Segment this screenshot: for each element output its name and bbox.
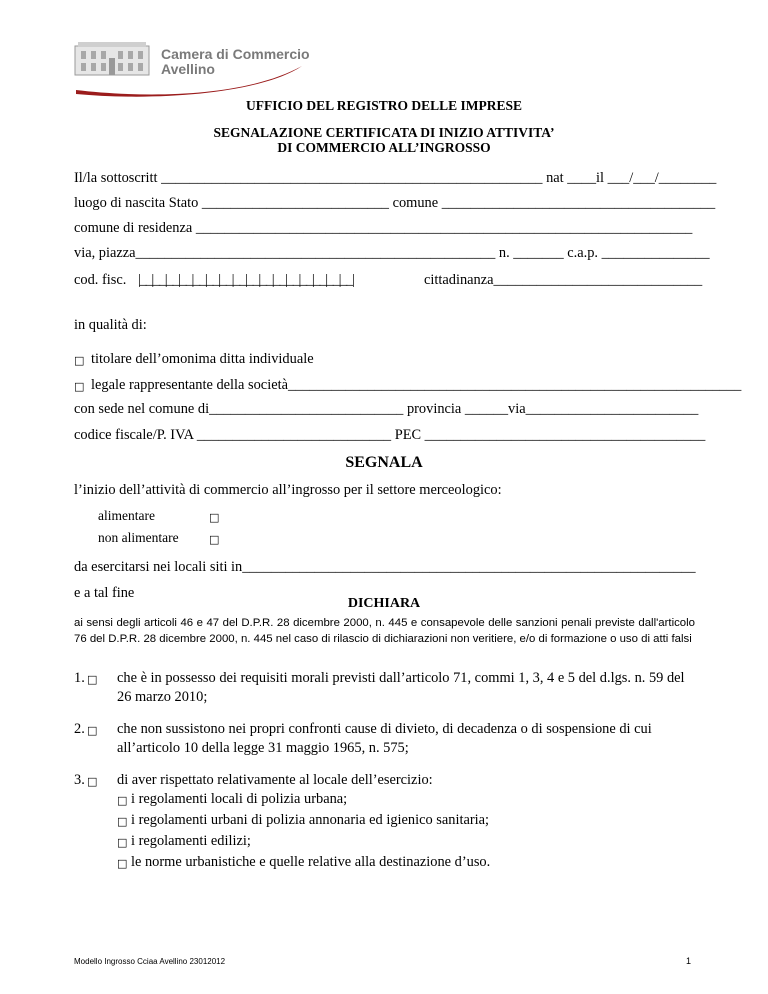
form-title-line2: DI COMMERCIO ALL’INGROSSO: [277, 140, 491, 155]
food-option-label: alimentare: [98, 508, 155, 523]
dichiara-heading: DICHIARA: [347, 596, 421, 611]
line-address: via, piazza__________________________________________________ n. _______ c.a.p. _______________: [74, 245, 710, 261]
logo-text-line1: Camera di Commercio: [161, 46, 310, 62]
office-heading: UFFICIO DEL REGISTRO DELLE IMPRESE: [245, 98, 523, 113]
form-title-line1: SEGNALAZIONE CERTIFICATA DI INIZIO ATTIVITA’: [213, 125, 555, 140]
sub3-checkbox: □: [117, 836, 128, 849]
sub3-text: i regolamenti edilizi;: [131, 833, 251, 849]
sub2-checkbox: □: [117, 815, 128, 828]
item2-text-line1: che non sussistono nei propri confronti cause di divieto, di decadenza o di sospensione di cui: [117, 721, 652, 737]
item1-text-line2: 26 marzo 2010;: [117, 689, 208, 705]
line-signatory: Il/la sottoscritt _____________________________________________________ nat ____il ___/___/________: [74, 170, 717, 186]
legal-rep-checkbox: □: [74, 380, 85, 393]
line-birthplace: luogo di nascita Stato __________________________ comune ______________________________________: [74, 195, 716, 211]
logo-swoosh-icon: [74, 64, 306, 100]
legal-rep-option-label: legale rappresentante della società_______________________________________________________________: [91, 377, 742, 393]
item3-text-line1: di aver rispettato relativamente al locale dell’esercizio:: [117, 772, 433, 788]
owner-checkbox: □: [74, 354, 85, 367]
purpose-text: e a tal fine: [74, 585, 135, 601]
nonfood-option-label: non alimentare: [98, 530, 179, 545]
footer-model-label: Modello Ingrosso Cciaa Avellino 23012012: [74, 957, 226, 966]
fiscal-code-label: cod. fisc.: [74, 272, 127, 288]
food-checkbox: □: [209, 511, 220, 524]
item2-number: 2.: [74, 721, 85, 737]
line-tax-code: codice fiscale/P. IVA ___________________________ PEC _______________________________________: [74, 427, 706, 443]
segnala-heading: SEGNALA: [345, 454, 423, 471]
line-company-seat: con sede nel comune di___________________________ provincia ______via________________________: [74, 401, 699, 417]
segnala-intro: l’inizio dell’attività di commercio all’ingrosso per il settore merceologico:: [74, 482, 502, 498]
fiscal-code-boxes: |__|__|__|__|__|__|__|__|__|__|__|__|__|__|__|__|: [138, 272, 354, 288]
owner-option-label: titolare dell’omonima ditta individuale: [91, 351, 314, 367]
line-residence: comune di residenza _____________________________________________________________________: [74, 220, 693, 236]
item3-number: 3.: [74, 772, 85, 788]
item2-checkbox: □: [87, 724, 98, 737]
sub1-text: i regolamenti locali di polizia urbana;: [131, 791, 348, 807]
logo-text-line2: Avellino: [161, 61, 215, 77]
sub2-text: i regolamenti urbani di polizia annonaria ed igienico sanitaria;: [131, 812, 490, 828]
line-citizenship: cittadinanza_____________________________: [424, 272, 703, 288]
line-premises: da esercitarsi nei locali siti in_______________________________________________________________: [74, 559, 696, 575]
capacity-label: in qualità di:: [74, 317, 147, 333]
nonfood-checkbox: □: [209, 533, 220, 546]
item1-number: 1.: [74, 670, 85, 686]
sub4-checkbox: □: [117, 857, 128, 870]
dichiara-intro: ai sensi degli articoli 46 e 47 del D.P.R. 28 dicembre 2000, n. 445 e consapevole delle sanzioni penali previste dall'articolo 76 del D.P.R. 28 dicembre 2000, n. 445 nel caso di rilascio di dichiarazioni non veritiere, e/o di formazione o uso di atti falsi: [74, 617, 695, 645]
item2-text-line2: all’articolo 10 della legge 31 maggio 1965, n. 575;: [117, 740, 409, 756]
page-number: 1: [686, 956, 692, 966]
item3-checkbox: □: [87, 775, 98, 788]
sub1-checkbox: □: [117, 794, 128, 807]
sub4-text: le norme urbanistiche e quelle relative alla destinazione d’uso.: [131, 854, 491, 870]
item1-checkbox: □: [87, 673, 98, 686]
item1-text-line1: che è in possesso dei requisiti morali previsti dall’articolo 71, commi 1, 3, 4 e 5 del d.lgs. n. 59 del: [117, 670, 685, 686]
